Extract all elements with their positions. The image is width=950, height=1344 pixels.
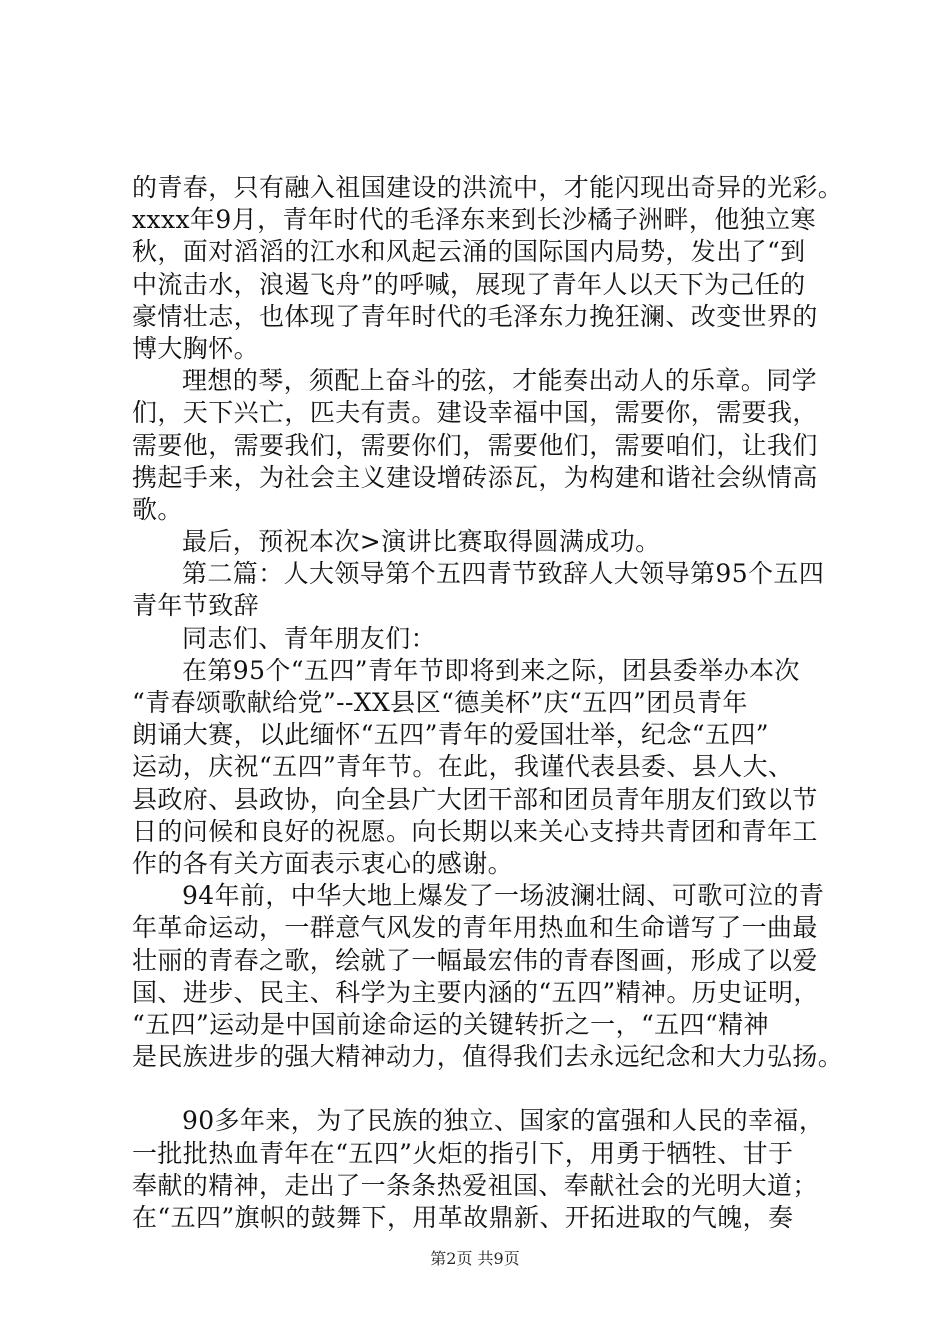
text-line: 朗诵大赛，以此缅怀“五四”青年的爱国壮举，纪念“五四” <box>132 720 769 750</box>
text-line: xxxx年9月，青年时代的毛泽东来到长沙橘子洲畔，他独立寒 <box>132 205 816 235</box>
text-line: 歌。 <box>132 494 183 524</box>
paragraph-start-line: 最后，预祝本次>演讲比赛取得圆满成功。 <box>182 527 661 557</box>
text-line: 中流击水，浪遏飞舟”的呼喊，展现了青年人以天下为己任的 <box>132 269 806 299</box>
text-line: 年革命运动，一群意气风发的青年用热血和生命谱写了一曲最 <box>132 913 818 943</box>
paragraph-start-line: 94年前，中华大地上爆发了一场波澜壮阔、可歌可泣的青 <box>182 881 825 911</box>
text-line: “五四”运动是中国前途命运的关键转折之一，“五四“精神 <box>132 1009 769 1039</box>
paragraph-start-line: 理想的琴，须配上奋斗的弦，才能奏出动人的乐章。同学 <box>182 366 818 396</box>
text-line: 县政府、县政协，向全县广大团干部和团员青年朋友们致以节 <box>132 784 818 814</box>
text-line: 们，天下兴亡，匹夫有责。建设幸福中国，需要你，需要我， <box>132 398 818 428</box>
document-body <box>132 172 844 1234</box>
salutation-line: 同志们、青年朋友们： <box>182 623 437 653</box>
text-line: 日的问候和良好的祝愿。向长期以来关心支持共青团和青年工 <box>132 816 818 846</box>
text-line: 需要他，需要我们，需要你们，需要他们，需要咱们，让我们 <box>132 430 818 460</box>
text-line: 的青春，只有融入祖国建设的洪流中，才能闪现出奇异的光彩。 <box>132 173 844 202</box>
text-line: 是民族进步的强大精神动力，值得我们去永远纪念和大力弘扬。 <box>132 1042 844 1072</box>
paragraph-start-line: 在第95个“五四”青年节即将到来之际，团县委举办本次 <box>182 655 800 685</box>
section-heading-line: 第二篇：人大领导第个五四青节致辞人大领导第95个五四 <box>182 559 825 589</box>
paragraph-start-line: 90多年来，为了民族的独立、国家的富强和人民的幸福， <box>182 1106 825 1136</box>
text-line: 博大胸怀。 <box>132 333 260 363</box>
text-line: 奉献的精神，走出了一条条热爱祖国、奉献社会的光明大道； <box>132 1170 818 1200</box>
text-line: “青春颂歌献给党”--XX县区“德美杯”庆“五四”团员青年 <box>132 688 748 717</box>
text-line: 一批批热血青年在“五四”火炬的指引下，用勇于牺牲、甘于 <box>132 1138 794 1168</box>
text-line: 秋，面对滔滔的江水和风起云涌的国际国内局势，发出了“到 <box>132 237 806 267</box>
text-line: 在“五四”旗帜的鼓舞下，用革故鼎新、开拓进取的气魄，奏 <box>132 1203 794 1232</box>
text-line: 携起手来，为社会主义建设增砖添瓦，为构建和谐社会纵情高 <box>132 462 818 492</box>
paragraph-gap <box>132 1073 832 1105</box>
text-line: 国、进步、民主、科学为主要内涵的“五四”精神。历史证明， <box>132 977 819 1007</box>
text-line: 豪情壮志，也体现了青年时代的毛泽东力挽狂澜、改变世界的 <box>132 301 818 331</box>
page-number-footer: 第2页 共9页 <box>430 1249 520 1268</box>
text-line: 作的各有关方面表示衷心的感谢。 <box>132 848 514 878</box>
text-line: 壮丽的青春之歌，绘就了一幅最宏伟的青春图画，形成了以爱 <box>132 945 818 975</box>
text-line: 运动，庆祝“五四”青年节。在此，我谨代表县委、县人大、 <box>132 752 794 782</box>
section-heading-line: 青年节致辞 <box>132 591 260 621</box>
